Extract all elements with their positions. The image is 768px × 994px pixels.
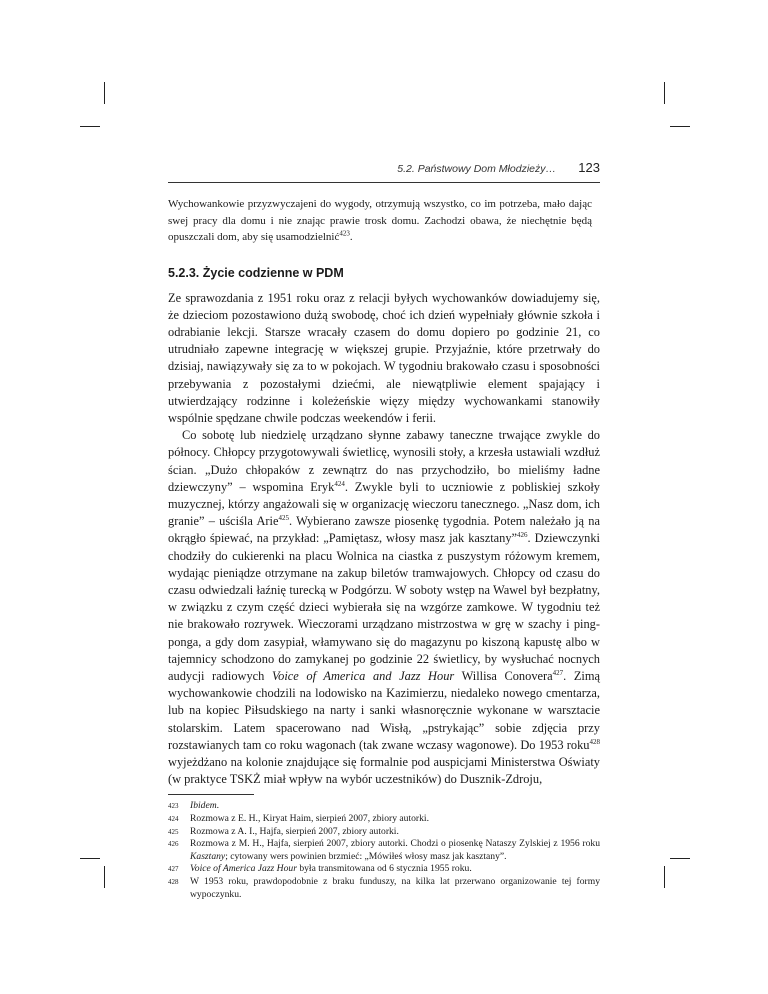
italic-text: Kasztany [190, 850, 226, 862]
italic-text: Voice of America and Jazz Hour [271, 668, 455, 683]
footnote-number: 428 [168, 877, 179, 886]
text-run: Rozmowa z E. H., Kiryat Haim, sierpień 2007, zbiory autorki. [190, 812, 429, 824]
text-run: Rozmowa z A. I., Hajfa, sierpień 2007, zbiory autorki. [190, 825, 399, 837]
footnotes [168, 800, 600, 901]
body-paragraph [168, 290, 600, 428]
footnote [168, 800, 600, 813]
footnote-text [190, 800, 600, 813]
footnote-text [190, 876, 600, 901]
footnote-text [190, 863, 600, 876]
footnote-number: 426 [168, 840, 179, 849]
footnote-ref: 424 [334, 479, 345, 488]
text-run: . Wybierano zawsze piosenkę tygodnia. Potem należało ją na okrągło śpiewać, na przykład: „Pamiętasz, włosy masz jak kasztany” [168, 514, 600, 546]
page-number: 123 [578, 160, 600, 175]
text-run: . Zwykle byli to uczniowie z pobliskiej szkoły muzycznej, którzy angażowali się w organizację wieczoru tanecznego. „Nasz dom, ich granie” – uściśla Arie [168, 479, 601, 529]
text-run: W 1953 roku, prawdopodobnie z braku funduszy, na kilka lat przerwano organizowanie tej formy wypoczynku. [190, 875, 600, 900]
crop-mark [80, 126, 100, 127]
footnote [168, 838, 600, 863]
footnote-divider [168, 794, 254, 795]
italic-text: Ibidem [190, 800, 217, 812]
footnote [168, 876, 600, 901]
text-run: była transmitowana od 6 stycznia 1955 roku. [296, 863, 472, 875]
text-run: Rozmowa z M. H., Hajfa, sierpień 2007, zbiory autorki. Chodzi o piosenkę Nataszy Zylskiej z 1956 roku [190, 838, 600, 850]
text-run: . Dziewczynki chodziły do cukierenki na placu Wolnica na ciastka z puszystym różowym kremem, wydając pieniądze otrzymane na zakup biletów tramwajowych. Chłopcy od czasu do czasu odwiedzali łaźnię turecką w Podgórzu. W soboty wstęp na Wawel był bezpłatny, w związku z czym część dzieci wybierała się na wzgórze zamkowe. W tygodniu też nie brakowało rozrywek. Wieczorami urządzano mistrzostwa w grę w szachy i ping-ponga, a gdy dom zasypiał, włamywano się do magazynu po kiszoną kapustę albo w tajemnicy schodzono do zamykanej po godzinie 22 świetlicy, by wysłuchać nocnych audycji radiowych [168, 531, 600, 683]
body-paragraph [168, 427, 600, 788]
intro-text: Wychowankowie przyzwyczajeni do wygody, otrzymują wszystko, co im potrzeba, mało dając swej pracy dla domu i nie znając prawie trosk domu. Zachodzi obawa, że niechętnie będą opuszczali dom, aby się usamodzielnić [168, 198, 592, 243]
footnote-ref: 426 [517, 531, 528, 540]
footnote-ref: 423 [339, 229, 350, 238]
text-run: . Zimą wychowankowie chodzili na lodowisko na Kazimierzu, niedaleko nowego cmentarza, lub na kopiec Piłsudskiego na narty i sanki własnoręcznie wykonane w warsztacie stolarskim. Latem spacerowano nad Wisłą, „pstrykając” sobie zdjęcia przy rozstawianych tam co roku wagonach (tak zwane wczasy wagonowe). Do 1953 roku [168, 668, 600, 752]
book-page [168, 160, 600, 901]
text-run: wyjeżdżano na kolonie znajdujące się formalnie pod auspicjami Ministerstwa Oświaty (w praktyce TSKŻ miał wpływ na wybór uczestników) do Dusznik-Zdroju, [168, 754, 600, 787]
intro-paragraph [168, 196, 600, 246]
crop-mark [664, 82, 665, 104]
footnote-number: 424 [168, 814, 179, 823]
text-run: Willisa Conovera [454, 668, 553, 683]
crop-mark [104, 82, 105, 104]
crop-mark [664, 866, 665, 888]
footnote-ref: 425 [278, 514, 289, 523]
body-text [168, 290, 600, 789]
running-title: 5.2. Państwowy Dom Młodzieży… [397, 163, 556, 175]
text-run: ; cytowany wers powinien brzmieć: „Mówiłeś włosy masz jak kasztany”. [225, 850, 507, 862]
footnote-text [190, 838, 600, 863]
footnote-ref: 427 [552, 668, 564, 677]
section-heading: 5.2.3. Życie codzienne w PDM [168, 265, 344, 280]
footnote [168, 826, 600, 839]
crop-mark [670, 126, 690, 127]
intro-end: . [349, 231, 353, 243]
footnote-number: 427 [168, 865, 179, 874]
footnote-number: 423 [168, 802, 179, 811]
footnote [168, 863, 600, 876]
crop-mark [670, 858, 690, 859]
text-run: Ze sprawozdania z 1951 roku oraz z relacji byłych wychowanków dowiadujemy się, że dzieciom pozostawiono dużą swobodę, choć ich dzień wypełniały głównie szkoła i odrabianie lekcji. Starsze wracały czasem do domu dopiero po godzinie 21, co utrudniało zapewne integrację w większej grupie. Przyjaźnie, które przetrwały do dzisiaj, nawiązywały się za to w pokojach. W tygodniu brakowało czasu i sposobności przebywania z pozostałymi dziećmi, ale niewątpliwie element spajający i utwierdzający rodzinne i koleżeńskie więzy między wychowankami stanowiły wspólnie spędzane chwile podczas weekendów i ferii. [168, 290, 600, 425]
footnote-text [190, 813, 600, 826]
footnote-text [190, 826, 600, 839]
footnote-number: 425 [168, 827, 179, 836]
italic-text: Voice of America Jazz Hour [190, 863, 297, 875]
crop-mark [80, 858, 100, 859]
text-run: . [216, 800, 220, 812]
footnote-ref: 428 [589, 737, 600, 746]
text-run: Co sobotę lub niedzielę urządzano słynne zabawy taneczne trwające zwykle do północy. Chłopcy przygotowywali świetlicę, wynosili stoły, a krzesła ustawiali wzdłuż ścian. „Dużo chłopaków z zewnątrz do nas przychodziło, bo mieliśmy ładne dziewczyny” – wspomina Eryk [168, 428, 600, 494]
running-head [168, 160, 600, 183]
crop-mark [104, 866, 105, 888]
footnote [168, 813, 600, 826]
